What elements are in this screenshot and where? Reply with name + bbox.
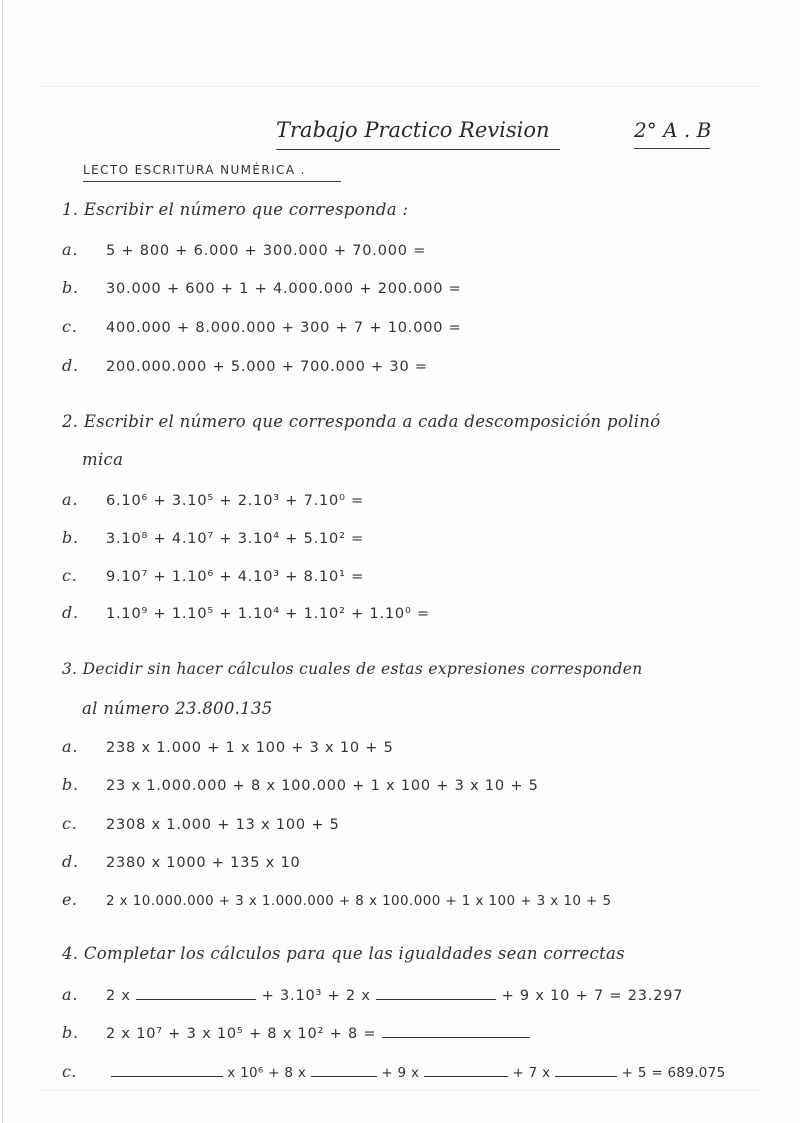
answer-blank[interactable] xyxy=(555,1066,617,1077)
q3-prompt-line1: 3. Decidir sin hacer cálculos cuales de estas expresiones corresponden xyxy=(62,660,643,678)
item-label: a. xyxy=(62,985,79,1004)
q2-prompt-line1: 2. Escribir el número que corresponda a cada descomposición polinó xyxy=(62,412,661,431)
q2-item-d xyxy=(62,603,430,622)
item-text: 2380 x 1000 + 135 x 10 xyxy=(106,855,301,871)
q3-prompt-line2: al número 23.800.135 xyxy=(82,699,273,718)
item-label: d. xyxy=(62,356,79,375)
item-text: x 10⁶ + 8 x xyxy=(227,1065,307,1081)
item-text: 2 x xyxy=(106,988,131,1004)
q1-item-d xyxy=(62,356,428,375)
item-text: 1.10⁹ + 1.10⁵ + 1.10⁴ + 1.10² + 1.10⁰ = xyxy=(106,606,430,622)
q3-item-e xyxy=(62,890,611,909)
item-text: 400.000 + 8.000.000 + 300 + 7 + 10.000 = xyxy=(106,320,462,336)
q1-prompt: 1. Escribir el número que corresponda : xyxy=(62,200,409,219)
item-text: + 5 = 689.075 xyxy=(621,1065,726,1081)
q2-prompt-line2: mica xyxy=(82,450,124,469)
item-text: 23 x 1.000.000 + 8 x 100.000 + 1 x 100 + 3 x 10 + 5 xyxy=(106,778,539,794)
item-text: 30.000 + 600 + 1 + 4.000.000 + 200.000 = xyxy=(106,281,462,297)
q4-item-b xyxy=(62,1023,530,1042)
page-title: Trabajo Practico Revision xyxy=(276,118,550,142)
item-text: 9.10⁷ + 1.10⁶ + 4.10³ + 8.10¹ = xyxy=(106,569,365,585)
item-label: b. xyxy=(62,775,79,794)
answer-blank[interactable] xyxy=(424,1066,508,1077)
q2-item-a xyxy=(62,490,364,509)
item-text: 2308 x 1.000 + 13 x 100 + 5 xyxy=(106,817,340,833)
item-label: b. xyxy=(62,528,79,547)
item-text: + 3.10³ + 2 x xyxy=(261,988,371,1004)
item-text: 5 + 800 + 6.000 + 300.000 + 70.000 = xyxy=(106,243,427,259)
item-label: a. xyxy=(62,240,79,259)
item-text: + 9 x xyxy=(381,1065,420,1081)
item-label: b. xyxy=(62,1023,79,1042)
q1-item-c xyxy=(62,317,462,336)
q2-item-c xyxy=(62,566,364,585)
q3-item-b xyxy=(62,775,539,794)
faint-rule xyxy=(40,1090,760,1091)
item-text: + 9 x 10 + 7 = 23.297 xyxy=(501,988,684,1004)
answer-blank[interactable] xyxy=(136,989,256,1000)
q4-item-a xyxy=(62,985,683,1004)
item-text: 3.10⁸ + 4.10⁷ + 3.10⁴ + 5.10² = xyxy=(106,531,365,547)
item-text: 238 x 1.000 + 1 x 100 + 3 x 10 + 5 xyxy=(106,740,394,756)
q4-item-c xyxy=(62,1062,725,1081)
section-underline xyxy=(83,181,341,182)
faint-rule xyxy=(40,86,760,87)
item-text: 200.000.000 + 5.000 + 700.000 + 30 = xyxy=(106,359,428,375)
item-label: d. xyxy=(62,852,79,871)
item-text: + 7 x xyxy=(512,1065,551,1081)
item-label: c. xyxy=(62,814,78,833)
q1-item-a xyxy=(62,240,426,259)
q4-prompt: 4. Completar los cálculos para que las igualdades sean correctas xyxy=(62,944,625,963)
item-label: c. xyxy=(62,566,78,585)
page-edge-line xyxy=(2,0,3,1123)
item-label: c. xyxy=(62,1062,77,1081)
item-text: 2 x 10.000.000 + 3 x 1.000.000 + 8 x 100.000 + 1 x 100 + 3 x 10 + 5 xyxy=(106,893,612,909)
answer-blank[interactable] xyxy=(376,989,496,1000)
item-text: 6.10⁶ + 3.10⁵ + 2.10³ + 7.10⁰ = xyxy=(106,493,365,509)
q1-item-b xyxy=(62,278,462,297)
grade-underline xyxy=(634,148,710,149)
item-label: a. xyxy=(62,737,79,756)
answer-blank[interactable] xyxy=(382,1027,530,1038)
item-text: 2 x 10⁷ + 3 x 10⁵ + 8 x 10² + 8 = xyxy=(106,1026,377,1042)
answer-blank[interactable] xyxy=(311,1066,377,1077)
section-heading: LECTO ESCRITURA NUMÉRICA . xyxy=(83,163,306,177)
title-underline xyxy=(276,149,560,150)
item-label: c. xyxy=(62,317,78,336)
q3-item-c xyxy=(62,814,340,833)
q3-item-a xyxy=(62,737,394,756)
answer-blank[interactable] xyxy=(111,1066,223,1077)
item-label: a. xyxy=(62,490,79,509)
item-label: b. xyxy=(62,278,79,297)
item-label: e. xyxy=(62,890,78,909)
grade-label: 2° A . B xyxy=(634,118,712,142)
q2-item-b xyxy=(62,528,364,547)
q3-item-d xyxy=(62,852,301,871)
item-label: d. xyxy=(62,603,79,622)
